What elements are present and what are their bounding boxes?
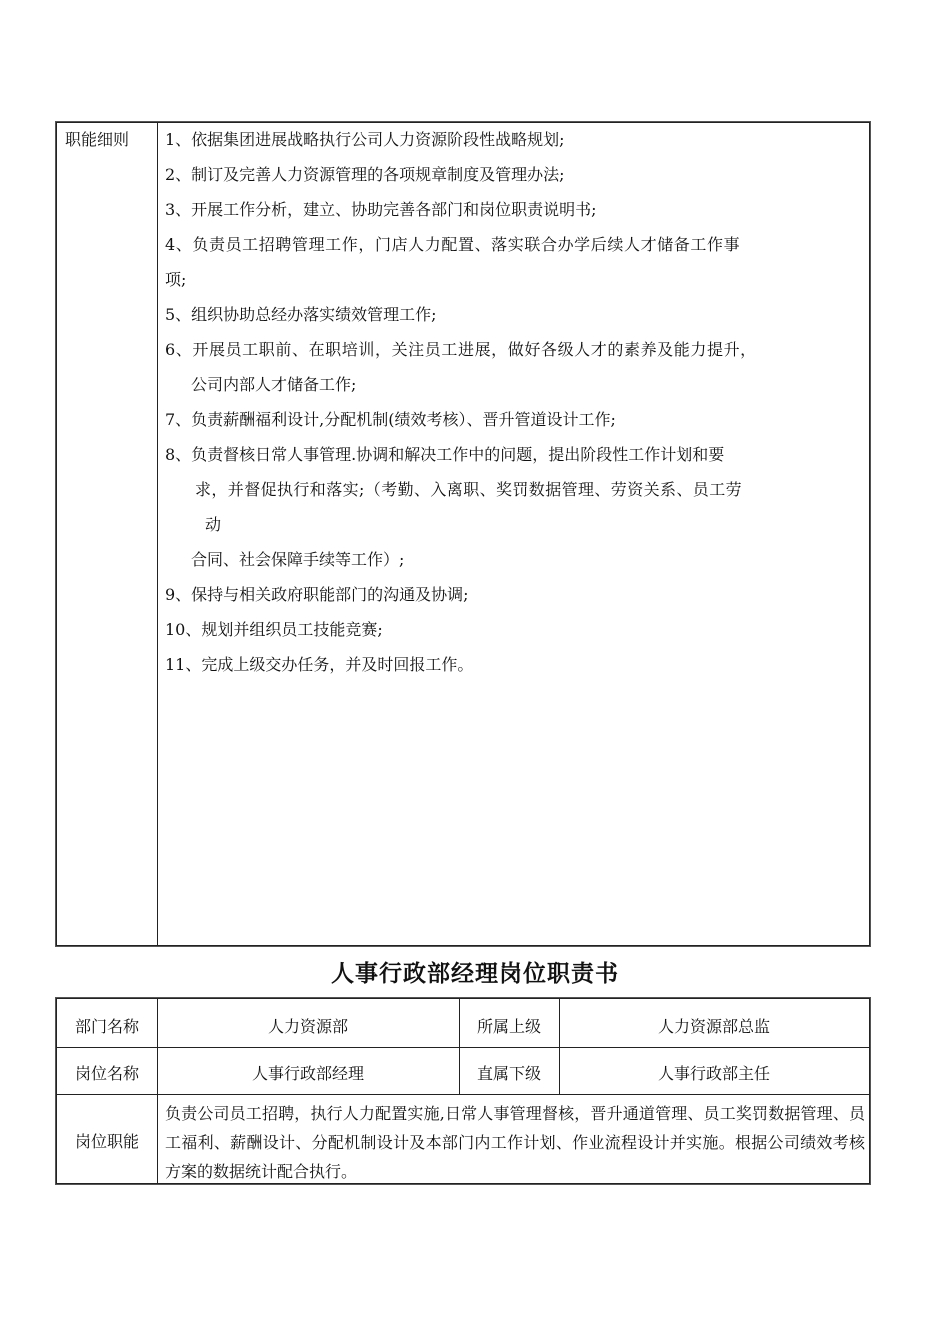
duty-line-11: 11、完成上级交办任务，并及时回报工作。	[165, 655, 474, 674]
position-info-table	[56, 998, 870, 1184]
duty-line-8: 8、负责督核日常人事管理.协调和解决工作中的问题，提出阶段性工作计划和要	[165, 445, 725, 464]
duty-details-label: 职能细则	[65, 130, 130, 149]
document-title: 人事行政部经理岗位职责书	[331, 960, 619, 987]
duty-line-4-cont: 项;	[165, 270, 187, 289]
duty-label: 岗位职能	[74, 1132, 139, 1151]
duty-line-2: 2、制订及完善人力资源管理的各项规章制度及管理办法;	[165, 165, 565, 184]
duty-details-table	[56, 122, 870, 946]
duty-line-9: 9、保持与相关政府职能部门的沟通及协调;	[165, 585, 469, 604]
duty-line-8-cont-b: 动	[205, 515, 222, 534]
superior-label: 所属上级	[476, 1017, 541, 1036]
subordinate-value: 人事行政部主任	[657, 1064, 770, 1083]
row-divider	[57, 1094, 869, 1095]
duty-line-6: 6、开展员工职前、在职培训，关注员工进展，做好各级人才的素养及能力提升，	[165, 340, 757, 359]
duty-line-3: 3、开展工作分析，建立、协助完善各部门和岗位职责说明书;	[165, 200, 597, 219]
dept-label: 部门名称	[74, 1017, 139, 1036]
duty-line-7: 7、负责薪酬福利设计,分配机制(绩效考核）、晋升管道设计工作;	[165, 410, 616, 429]
superior-value: 人力资源部总监	[657, 1017, 770, 1036]
duty-line-10: 10、规划并组织员工技能竞赛;	[165, 620, 383, 639]
duty-line-1: 1、依据集团进展战略执行公司人力资源阶段性战略规划;	[165, 130, 565, 149]
subordinate-label: 直属下级	[476, 1064, 541, 1083]
duty-line-4: 4、负责员工招聘管理工作，门店人力配置、落实联合办学后续人才储备工作事	[165, 235, 741, 254]
dept-value: 人力资源部	[267, 1017, 348, 1036]
duty-description: 负责公司员工招聘，执行人力配置实施,日常人事管理督核，晋升通道管理、员工奖罚数据管理、员工福利、薪酬设计、分配机制设计及本部门内工作计划、作业流程设计并实施。根据公司绩效考核方案的数据统计配合执行。	[165, 1104, 865, 1181]
position-label: 岗位名称	[74, 1064, 139, 1083]
duty-line-5: 5、组织协助总经办落实绩效管理工作;	[165, 305, 437, 324]
duty-line-8-cont-a: 求，并督促执行和落实;（考勤、入离职、奖罚数据管理、劳资关系、员工劳	[195, 480, 742, 499]
position-value: 人事行政部经理	[251, 1064, 364, 1083]
duty-line-6-cont: 公司内部人才储备工作;	[191, 375, 357, 394]
duty-details-label-cell	[57, 123, 158, 945]
row-divider	[57, 1047, 869, 1048]
duty-line-8-cont-c: 合同、社会保障手续等工作）;	[191, 550, 405, 569]
